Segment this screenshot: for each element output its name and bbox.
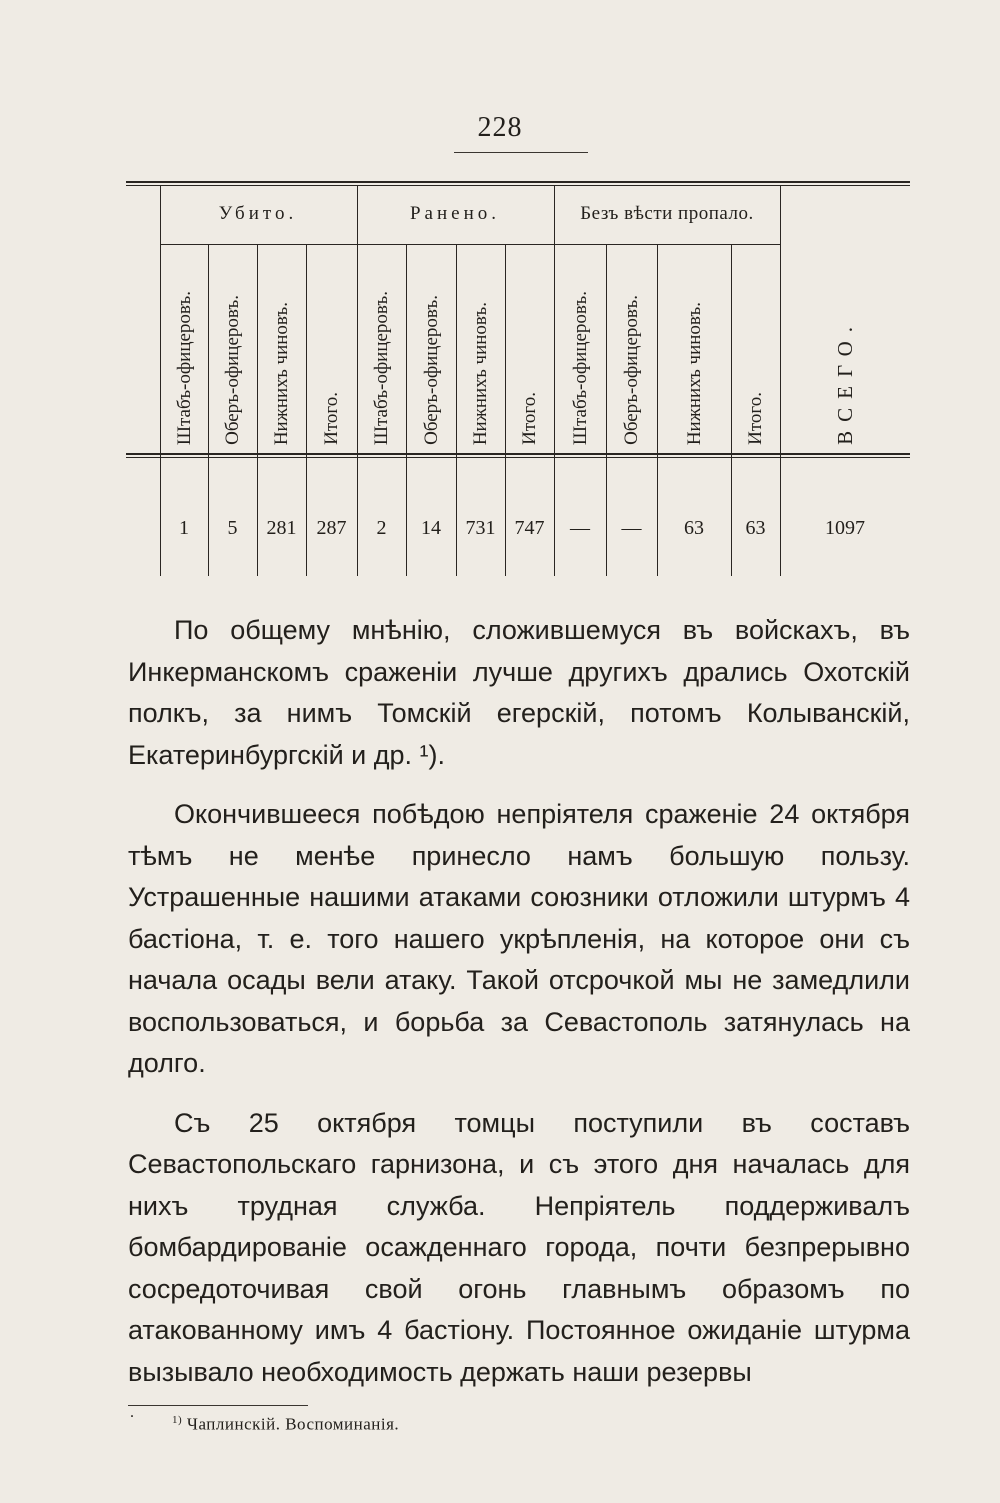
table-top-rule-inner [126, 185, 910, 186]
column-header-label: Оберъ-офицеровъ. [420, 295, 442, 445]
column-header [505, 253, 554, 445]
footnote-text: Чаплинскій. Воспоминанія. [186, 1414, 400, 1434]
table-cell: 63 [745, 517, 766, 539]
column-header [208, 253, 257, 445]
group-header-missing: Безъ вѣсти пропало. [580, 203, 754, 224]
table-cell: 63 [684, 517, 704, 539]
column-header-label: Итого. [745, 392, 766, 445]
paragraph: По общему мнѣнію, сложившемуся въ войскахъ, въ Инкерманскомъ сраженіи лучше другихъ дрались Охотскій полкъ, за нимъ Томскій егерскій, потомъ Колыванскій, Екатеринбургскій и др. ¹). [128, 615, 910, 770]
footnote-ref: 1) [172, 1414, 183, 1426]
column-header [257, 253, 306, 445]
column-header-label: Оберъ-офицеровъ. [222, 295, 243, 445]
column-header-label: Итого. [519, 392, 540, 445]
footnote-rule [128, 1405, 308, 1406]
column-header [731, 253, 780, 445]
page-number: 228 [477, 112, 523, 143]
table-cell: 287 [316, 517, 347, 539]
footnote [172, 1414, 399, 1435]
column-header-label: Штабъ-офицеровъ. [173, 290, 195, 445]
table-cell: 747 [514, 517, 545, 539]
group-header-killed: Убито. [218, 203, 298, 224]
column-header-label: Штабъ-офицеровъ. [569, 290, 591, 445]
casualty-table [126, 181, 910, 577]
table-header-bottom-rule [126, 453, 910, 455]
column-header-label: Нижнихъ чиновъ. [470, 301, 491, 445]
column-header [657, 253, 731, 445]
table-cell: 14 [421, 517, 441, 539]
group-header-rule [160, 244, 780, 245]
table-header-bottom-rule-inner [126, 457, 910, 458]
column-header-label: Штабъ-офицеровъ. [371, 290, 392, 445]
paragraph: Съ 25 октября томцы поступили въ составъ Севастопольскаго гарнизона, и съ этого дня началась для нихъ трудная служба. Непріятель поддерживалъ бомбардированіе осажденнаго города, почти безпрерывно сосредоточивая свой огонь главнымъ образомъ по атакованному имъ 4 бастіону. Постоянное ожиданіе штурма вызывало необходимость держать наши резервы [128, 1107, 910, 1387]
column-header-label: Нижнихъ чиновъ. [683, 301, 705, 445]
group-header-wounded: Ранено. [409, 203, 501, 224]
table-cell: 5 [227, 517, 238, 539]
column-header-label: Нижнихъ чиновъ. [271, 301, 292, 445]
table-cell: 2 [376, 517, 387, 539]
paragraph: Окончившееся побѣдою непріятеля сраженіе 24 октября тѣмъ не менѣе принесло намъ большую пользу. Устрашенные нашими атаками союзники отложили штурмъ 4 бастіона, т. е. того нашего укрѣпленія, на которое они съ начала осады вели атаку. Такой отсрочкой мы не замедлили воспользоваться, и борьба за Севастополь затянулась на долго. [128, 799, 910, 1078]
table-cell: 731 [465, 517, 496, 539]
table-cell: 1097 [825, 517, 865, 539]
body-text [128, 610, 910, 1393]
page-number-rule [454, 152, 588, 153]
column-header [160, 253, 208, 445]
column-header-label: Итого. [321, 392, 342, 445]
table-cell: — [570, 517, 590, 539]
column-header-label: ВСЕГО. [832, 318, 857, 445]
table-top-rule [126, 181, 910, 183]
column-header [606, 253, 657, 445]
column-header-label: Оберъ-офицеровъ. [621, 295, 642, 445]
column-header [456, 253, 505, 445]
table-cell: 1 [179, 517, 189, 539]
column-header [554, 253, 606, 445]
footnote-marker: . [130, 1404, 134, 1421]
table-cell: 281 [266, 517, 297, 539]
table-cell: — [621, 517, 642, 539]
column-header [306, 253, 357, 445]
column-header [780, 253, 910, 445]
column-header [406, 253, 456, 445]
column-header [357, 253, 406, 445]
